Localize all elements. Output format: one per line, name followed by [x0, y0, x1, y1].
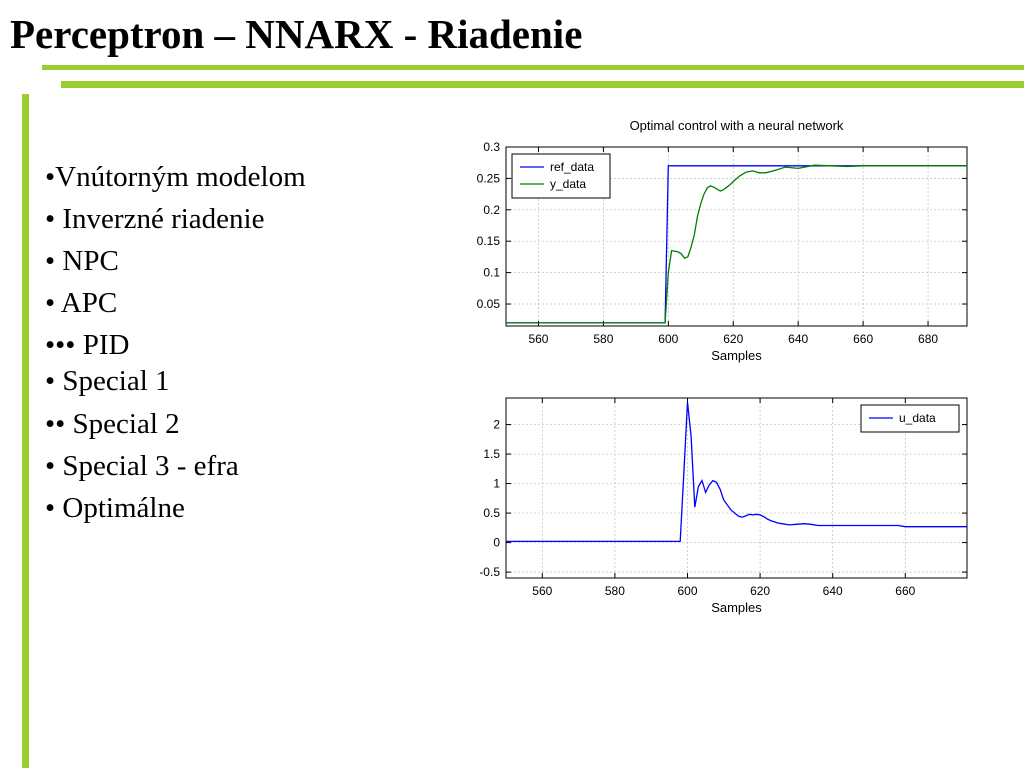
bullet-item: • Inverzné riadenie — [45, 203, 265, 235]
bottom-chart-x-tick-label: 620 — [750, 584, 771, 598]
bullet-item: • Special 3 - efra — [45, 450, 239, 482]
bullet-item: • NPC — [45, 245, 119, 277]
bullet-item: • Special 1 — [45, 365, 170, 397]
title-underline-top — [42, 65, 1024, 70]
chart-output-svg — [450, 112, 980, 377]
bottom-chart-y-tick-label: -0.5 — [479, 565, 500, 580]
bottom-chart-y-tick-label: 1.5 — [483, 447, 500, 462]
chart-control-signal — [450, 390, 980, 630]
top-chart-x-tick-label: 580 — [593, 332, 614, 346]
bottom-chart-legend-label: u_data — [899, 411, 936, 425]
top-chart-y-tick-label: 0.25 — [476, 171, 500, 186]
top-chart-x-tick-label: 620 — [723, 332, 744, 346]
bullet-item: •Vnútorným modelom — [45, 161, 306, 193]
slide-title: Perceptron – NNARX - Riadenie — [10, 11, 583, 57]
bullet-item: • APC — [45, 287, 118, 319]
top-chart-y-tick-label: 0.05 — [476, 297, 500, 312]
bottom-chart-x-tick-label: 660 — [895, 584, 916, 598]
chart-control-svg — [450, 390, 980, 630]
top-chart-legend-label: y_data — [550, 177, 587, 191]
top-chart-x-tick-label: 660 — [853, 332, 874, 346]
top-chart-y-tick-label: 0.15 — [476, 234, 500, 249]
bottom-chart-x-tick-label: 640 — [822, 584, 843, 598]
top-chart-x-tick-label: 640 — [788, 332, 809, 346]
bottom-chart-x-tick-label: 580 — [604, 584, 625, 598]
top-chart-y-tick-label: 0.1 — [483, 265, 500, 280]
bullet-item: •• Special 2 — [45, 408, 180, 440]
top-chart-x-tick-label: 600 — [658, 332, 679, 346]
bullet-item: ••• PID — [45, 329, 130, 361]
top-chart-x-tick-label: 560 — [528, 332, 549, 346]
left-accent-bar — [22, 94, 29, 768]
bottom-chart-x-tick-label: 560 — [532, 584, 553, 598]
bottom-chart-x-axis-label: Samples — [711, 600, 762, 615]
top-chart-title: Optimal control with a neural network — [629, 118, 844, 133]
top-chart-legend-label: ref_data — [550, 160, 595, 174]
bottom-chart-x-tick-label: 600 — [677, 584, 698, 598]
chart-output-response — [450, 112, 980, 377]
bottom-chart-y-tick-label: 2 — [493, 417, 500, 432]
top-chart-x-tick-label: 680 — [918, 332, 939, 346]
top-chart-y-tick-label: 0.2 — [483, 202, 500, 217]
bottom-chart-y-tick-label: 1 — [493, 476, 500, 491]
bullet-item: • Optimálne — [45, 492, 185, 524]
bottom-chart-y-tick-label: 0 — [493, 535, 500, 550]
top-chart-x-axis-label: Samples — [711, 348, 762, 363]
bottom-chart-y-tick-label: 0.5 — [483, 506, 500, 521]
top-chart-y-tick-label: 0.3 — [483, 140, 500, 154]
title-underline-bottom — [61, 81, 1024, 88]
